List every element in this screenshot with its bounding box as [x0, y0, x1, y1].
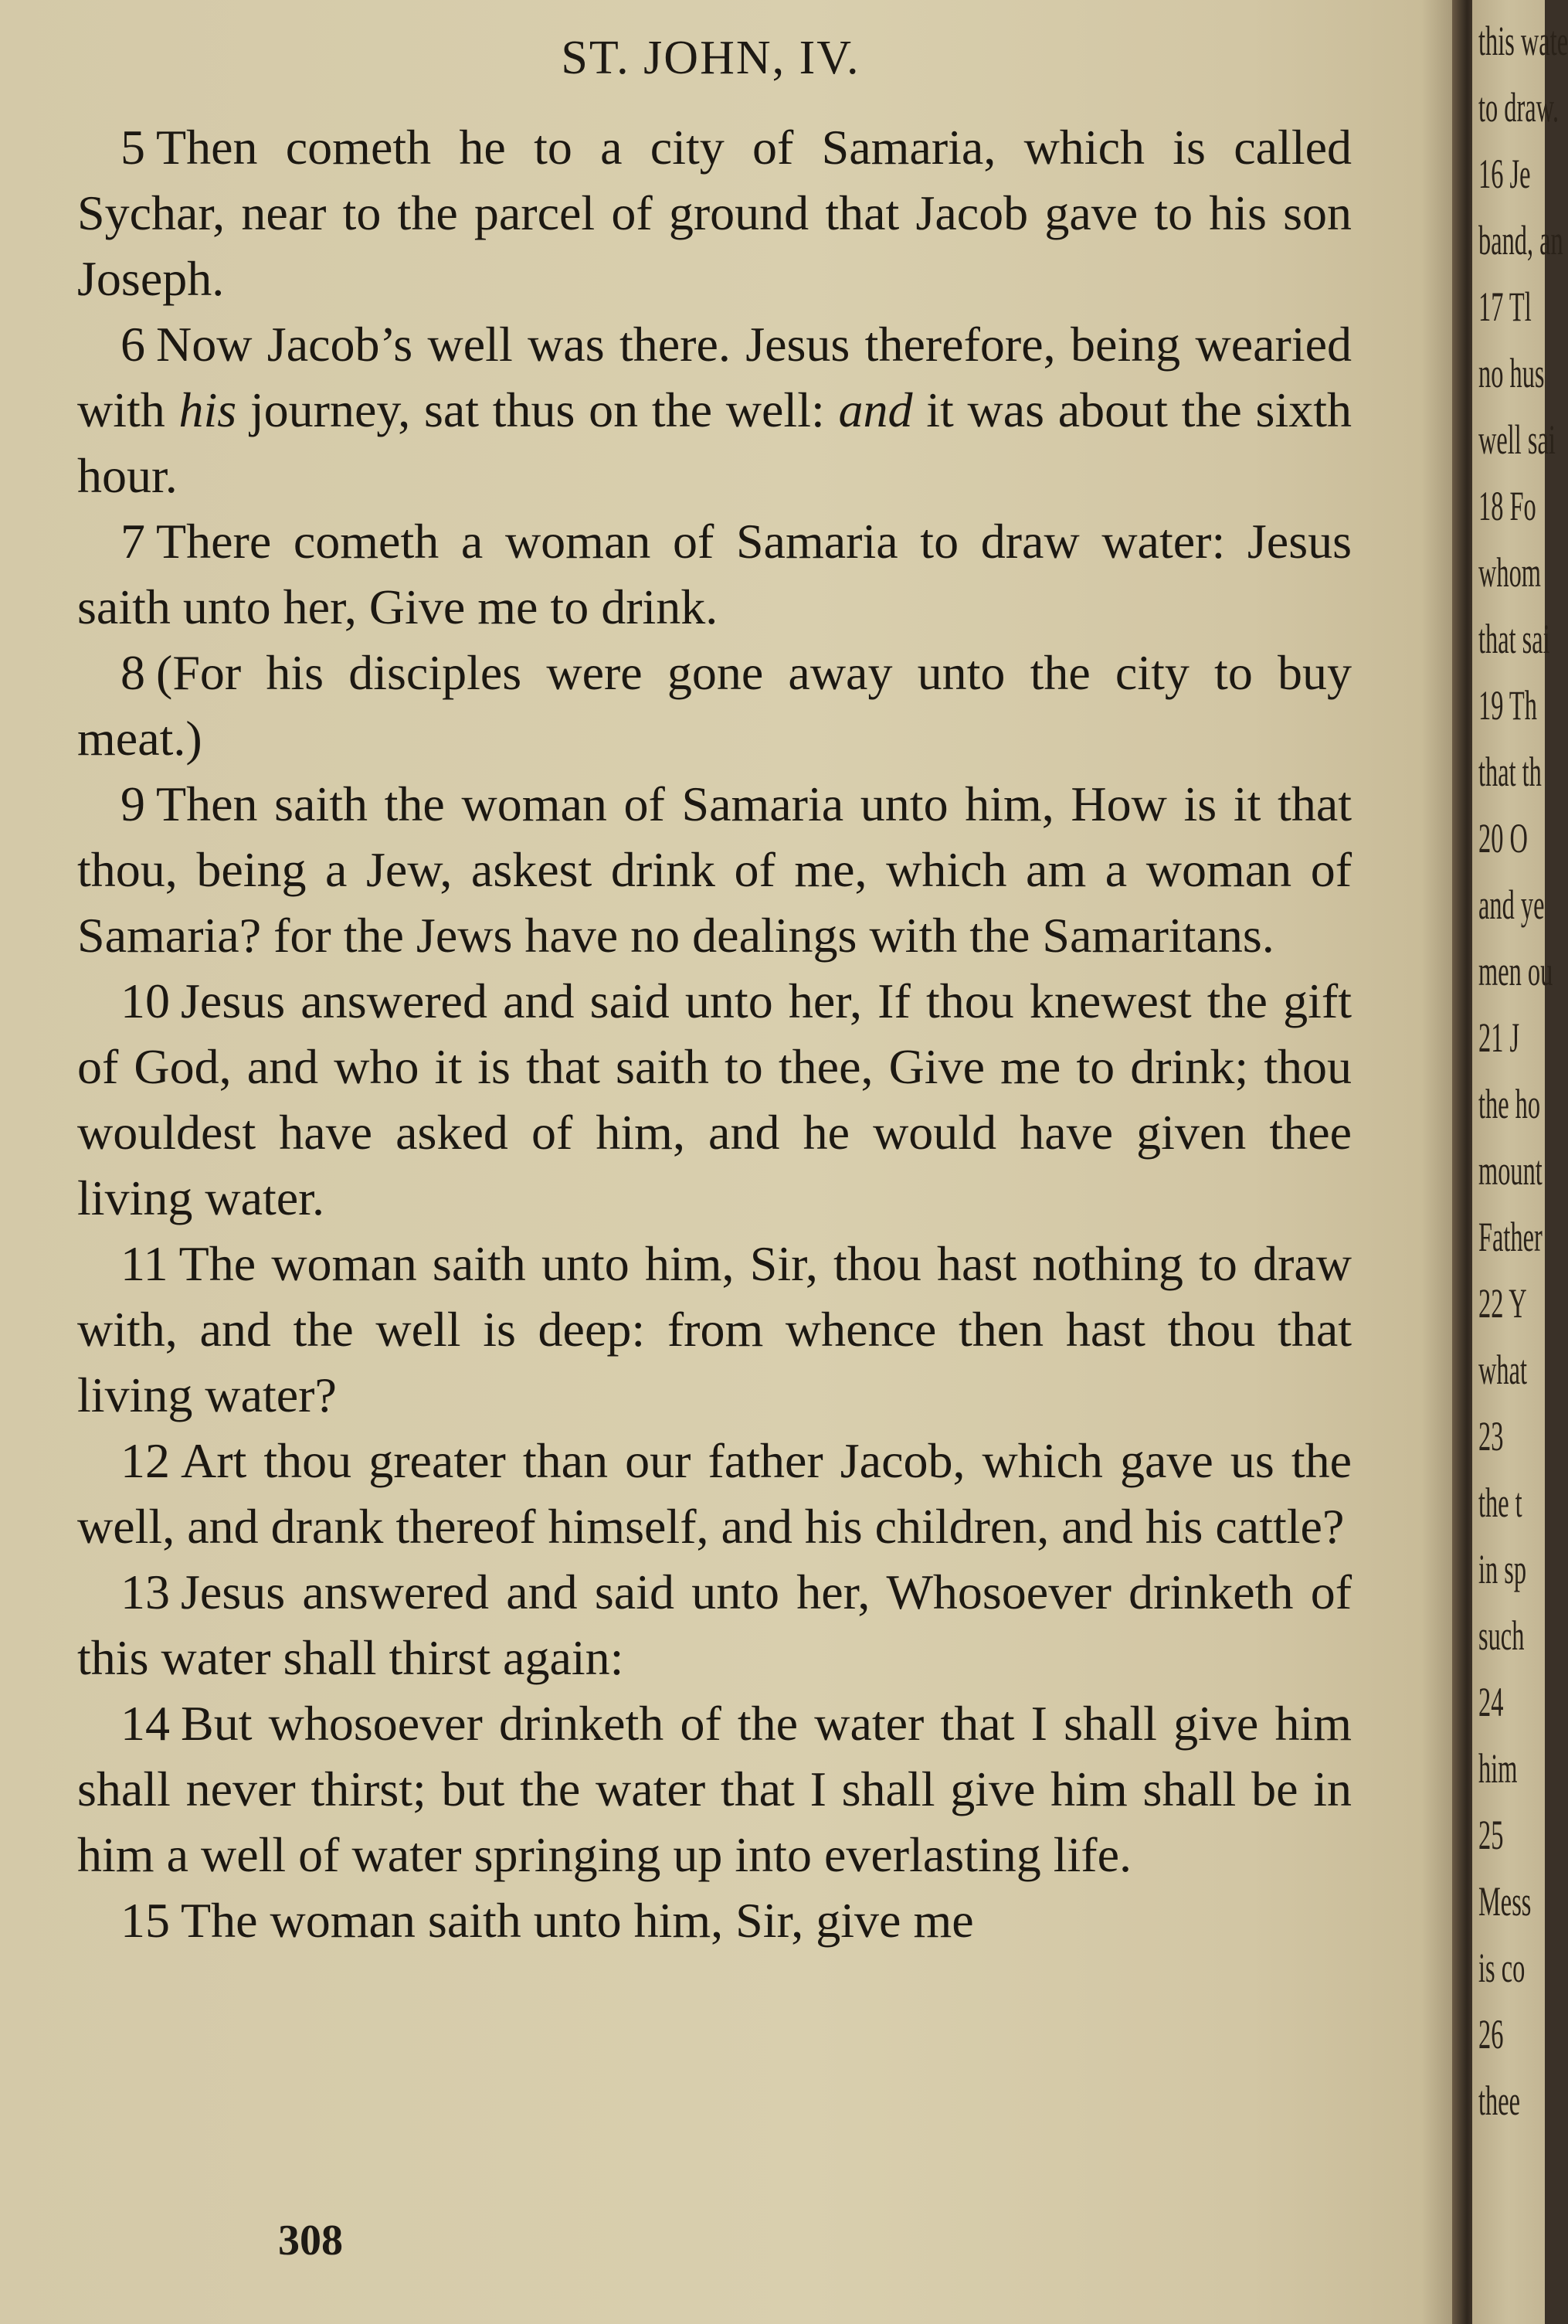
verse-7	[77, 508, 1352, 640]
facing-page-edge	[1472, 0, 1568, 2324]
facing-page-line: 22 Y	[1478, 1280, 1527, 1327]
verse-text: Jesus answered and said unto her, If thou knewest the gift of God, and who it is that saith to thee, Give me to drink; thou wouldest have asked of him, and he would have given thee living water.	[77, 973, 1352, 1225]
facing-page-line: 17 Tl	[1478, 284, 1532, 330]
facing-page-line: the ho	[1478, 1081, 1541, 1127]
verse-5	[77, 114, 1352, 311]
verse-number: 11	[120, 1236, 168, 1291]
facing-page-line: that sai	[1478, 616, 1550, 662]
facing-page-line: this wate	[1478, 18, 1568, 64]
verse-number: 6	[120, 317, 145, 372]
facing-page-line: no hus	[1478, 350, 1545, 396]
verse-text: The woman saith unto him, Sir, thou hast nothing to draw with, and the well is deep: from whence then hast thou that living water?	[77, 1236, 1352, 1422]
verse-6	[77, 311, 1352, 508]
verse-number: 14	[120, 1696, 170, 1751]
facing-page-line: him	[1478, 1745, 1518, 1792]
verse-number: 7	[120, 514, 145, 569]
facing-page-line: the t	[1478, 1480, 1522, 1526]
facing-page-line: men ou	[1478, 948, 1553, 994]
page-number: 308	[278, 2217, 343, 2265]
facing-page-line: 24	[1478, 1679, 1504, 1725]
verse-text: journey, sat thus on the well:	[236, 382, 839, 437]
verse-12	[77, 1428, 1352, 1559]
verse-10	[77, 968, 1352, 1231]
facing-page-line: in sp	[1478, 1546, 1527, 1592]
verse-text: Jesus answered and said unto her, Whosoever drinketh of this water shall thirst again:	[77, 1565, 1352, 1685]
facing-page-line: to draw.	[1478, 84, 1560, 131]
facing-page-line: whom	[1478, 549, 1541, 596]
facing-page-line: band, an	[1478, 217, 1563, 263]
verse-number: 13	[120, 1565, 170, 1619]
scripture-text	[77, 114, 1352, 1953]
verse-11	[77, 1231, 1352, 1428]
facing-page-line: that th	[1478, 749, 1542, 795]
facing-page-line: 26	[1478, 2011, 1504, 2057]
verse-text: Then saith the woman of Samaria unto him, How is it that thou, being a Jew, askest drink of me, which am a woman of Samaria? for the Jews have no dealings with the Samaritans.	[77, 776, 1352, 963]
facing-page-line: is co	[1478, 1945, 1526, 1991]
facing-page-line: Mess	[1478, 1878, 1532, 1925]
running-head: ST. JOHN, IV.	[561, 32, 860, 84]
verse-number: 5	[120, 120, 145, 175]
verse-text: But whosoever drinketh of the water that I shall give him shall never thirst; but the water that I shall give him shall be in him a well of water springing up into everlasting life.	[77, 1696, 1352, 1882]
verse-text: Then cometh he to a city of Samaria, which is called Sychar, near to the parcel of ground that Jacob gave to his son Joseph.	[77, 120, 1352, 306]
verse-8	[77, 640, 1352, 771]
verse-number: 15	[120, 1893, 170, 1948]
facing-page-line: what	[1478, 1347, 1527, 1393]
italic-word: his	[178, 382, 237, 437]
verse-text: (For his disciples were gone away unto the city to buy meat.)	[77, 645, 1352, 766]
verse-15	[77, 1887, 1352, 1953]
facing-page-line: 25	[1478, 1812, 1504, 1858]
verse-number: 8	[120, 645, 145, 700]
facing-page-line: Father	[1478, 1214, 1543, 1260]
verse-text: Art thou greater than our father Jacob, which gave us the well, and drank thereof himself, and his children, and his cattle?	[77, 1433, 1352, 1554]
verse-13	[77, 1559, 1352, 1690]
facing-page-line: well sai	[1478, 416, 1556, 463]
verse-number: 9	[120, 776, 145, 831]
verse-14	[77, 1690, 1352, 1887]
facing-page-line: 16 Je	[1478, 151, 1531, 197]
facing-page-line: 19 Th	[1478, 682, 1537, 729]
facing-page-line: 20 O	[1478, 815, 1528, 861]
verse-text: There cometh a woman of Samaria to draw water: Jesus saith unto her, Give me to drink.	[77, 514, 1352, 634]
facing-page-line: 18 Fo	[1478, 483, 1536, 529]
facing-page-line: 21 J	[1478, 1014, 1520, 1061]
facing-page-line: 23	[1478, 1413, 1504, 1459]
verse-text: The woman saith unto him, Sir, give me	[181, 1893, 974, 1948]
verse-number: 12	[120, 1433, 170, 1488]
facing-page-line: mount	[1478, 1147, 1543, 1194]
italic-word: and	[838, 382, 913, 437]
facing-page-line: such	[1478, 1612, 1525, 1659]
verse-text: it was about the sixth hour.	[77, 382, 1352, 503]
verse-text: Now Jacob’s well was there. Jesus therefore, being wearied with	[77, 317, 1352, 437]
verse-number: 10	[120, 973, 170, 1028]
facing-page-line: and ye	[1478, 882, 1545, 928]
verse-9	[77, 771, 1352, 968]
facing-page-line: thee	[1478, 2078, 1520, 2124]
